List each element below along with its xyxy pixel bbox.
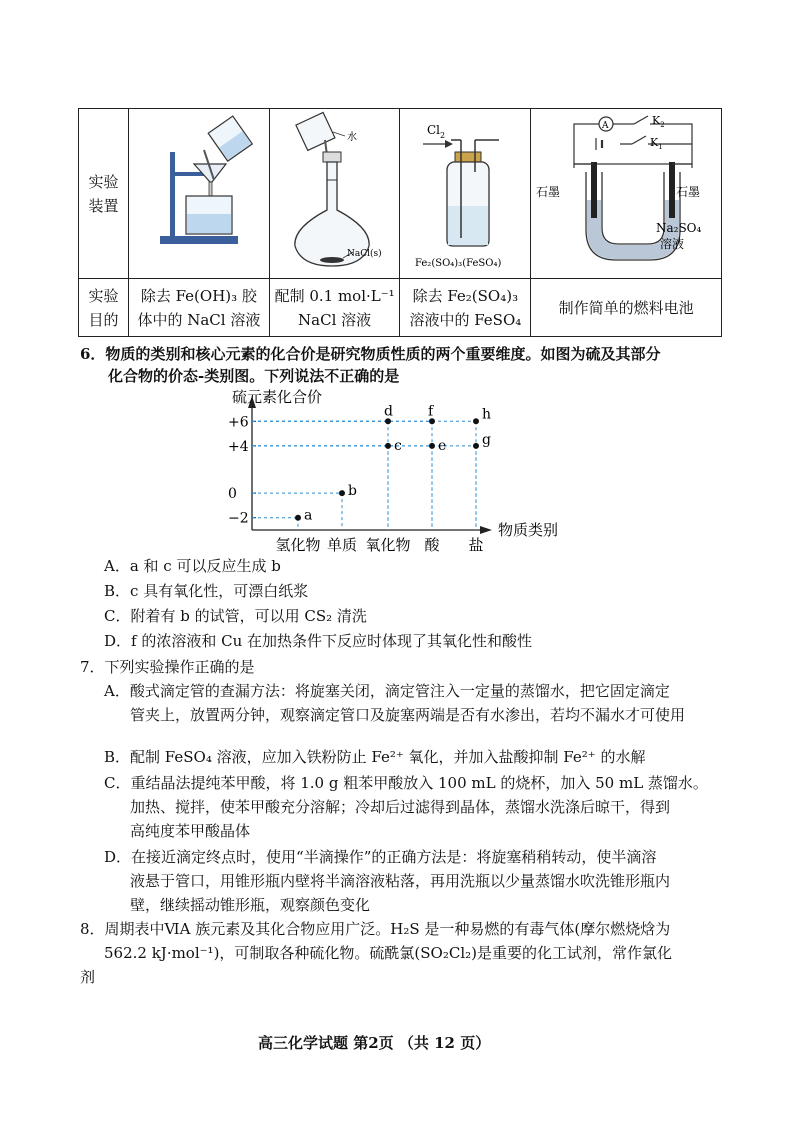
experiment-table bbox=[78, 108, 722, 337]
point-label-d: d bbox=[384, 403, 393, 420]
q6-stem-line-2: 化合物的价态-类别图。下列说法不正确的是 bbox=[108, 367, 400, 385]
q7-option-c-line-1: C．重结晶法提纯苯甲酸，将 1.0 g 粗苯甲酸放入 100 mL 的烧杯，加入 50 mL 蒸馏水。 bbox=[104, 774, 708, 792]
q7-option-d-line-2: 液悬于管口，用锥形瓶内壁将半滴溶液粘落，再用洗瓶以少量蒸馏水吹洗锥形瓶内 bbox=[130, 872, 671, 890]
purpose-b: 配制 0.1 mol·L⁻¹ NaCl 溶液 bbox=[269, 279, 400, 337]
label-k2: $K_2$ bbox=[652, 113, 665, 129]
q7-option-c-line-2: 加热、搅拌，使苯甲酸充分溶解；冷却后过滤得到晶体，蒸馏水洗涤后晾干，得到 bbox=[130, 798, 671, 816]
purpose-a: 除去 Fe(OH)₃ 胶 体中的 NaCl 溶液 bbox=[129, 279, 270, 337]
q7-option-c-line-3: 高纯度苯甲酸晶体 bbox=[130, 822, 251, 840]
category-label: 盐 bbox=[468, 536, 484, 554]
label-solution: Fe₂(SO₄)₃(FeSO₄) bbox=[415, 257, 502, 269]
y-tick-label: 0 bbox=[228, 486, 237, 503]
svg-text:A: A bbox=[602, 120, 609, 131]
purpose-c: 除去 Fe₂(SO₄)₃ 溶液中的 FeSO₄ bbox=[400, 279, 531, 337]
apparatus-c-gas-washing bbox=[400, 109, 531, 279]
label-water: 水 bbox=[346, 131, 357, 143]
y-tick-label: +4 bbox=[228, 438, 249, 455]
point-c bbox=[385, 443, 391, 449]
point-e bbox=[429, 443, 435, 449]
label-solution-d: 溶液 bbox=[660, 236, 685, 251]
category-label: 氢化物 bbox=[275, 536, 321, 554]
label-graphite-left: 石墨 bbox=[536, 184, 561, 199]
label-nacl-solid: NaCl(s) bbox=[346, 248, 382, 259]
point-h bbox=[473, 418, 479, 424]
q7-option-a-line-2: 管夹上，放置两分钟，观察滴定管口及旋塞两端是否有水渗出，若均不漏水才可使用 bbox=[130, 706, 686, 724]
label-cl2: $Cl_2$ bbox=[427, 122, 446, 140]
q6-option-d: D．f 的浓溶液和 Cu 在加热条件下反应时体现了其氧化性和酸性 bbox=[104, 632, 533, 650]
category-label: 酸 bbox=[424, 536, 440, 554]
q6-stem-line-1: 6．物质的类别和核心元素的化合价是研究物质性质的两个重要维度。如图为硫及其部分 bbox=[80, 345, 661, 363]
q6-option-c: C．附着有 b 的试管，可以用 CS₂ 清洗 bbox=[104, 607, 367, 625]
y-tick-label: +6 bbox=[228, 414, 249, 431]
q7-option-d-line-3: 壁，继续摇动锥形瓶，观察颜色变化 bbox=[130, 896, 371, 914]
point-label-c: c bbox=[394, 437, 402, 454]
row-label-purpose: 实验 目的 bbox=[79, 279, 129, 337]
label-na2so4: Na₂SO₄ bbox=[656, 220, 702, 235]
q6-option-a: A．a 和 c 可以反应生成 b bbox=[104, 557, 281, 575]
q7-option-a-line-1: A．酸式滴定管的查漏方法：将旋塞关闭，滴定管注入一定量的蒸馏水，把它固定滴定 bbox=[104, 682, 670, 700]
row-label-apparatus: 实验 装置 bbox=[79, 109, 129, 279]
q6-option-b: B．c 具有氧化性，可漂白纸浆 bbox=[104, 582, 309, 600]
q8-line-2: 562.2 kJ·mol⁻¹)，可制取各种硫化物。硫酰氯(SO₂Cl₂)是重要的化工试剂，常作氯化 bbox=[104, 944, 672, 962]
filtration-apparatus-image bbox=[130, 110, 268, 274]
point-label-g: g bbox=[482, 431, 491, 448]
valence-category-chart bbox=[228, 384, 588, 556]
chart-ylabel: 硫元素化合价 bbox=[232, 388, 323, 406]
point-label-a: a bbox=[304, 507, 313, 524]
point-label-b: b bbox=[348, 483, 357, 500]
category-label: 氧化物 bbox=[365, 536, 411, 554]
apparatus-a-filtration bbox=[129, 109, 270, 279]
point-a bbox=[295, 515, 301, 521]
label-graphite-right: 石墨 bbox=[676, 184, 701, 199]
point-g bbox=[473, 443, 479, 449]
category-label: 单质 bbox=[326, 536, 358, 554]
volumetric-flask-image bbox=[271, 110, 399, 274]
q7-stem: 7．下列实验操作正确的是 bbox=[80, 658, 255, 676]
purpose-d: 制作简单的燃料电池 bbox=[531, 279, 722, 337]
page-footer: 高三化学试题 第2页 （共 12 页） bbox=[258, 1034, 491, 1052]
apparatus-b-volumetric-flask bbox=[269, 109, 400, 279]
label-k1: $K_1$ bbox=[650, 135, 663, 151]
y-tick-label: −2 bbox=[228, 510, 249, 527]
point-b bbox=[339, 490, 345, 496]
q7-option-d-line-1: D．在接近滴定终点时，使用“半滴操作”的正确方法是：将旋塞稍稍转动，使半滴溶 bbox=[104, 848, 657, 866]
point-label-h: h bbox=[482, 406, 492, 423]
chart-xlabel: 物质类别 bbox=[498, 521, 559, 539]
gas-washing-bottle-image bbox=[401, 110, 529, 274]
point-label-f: f bbox=[428, 403, 434, 420]
q7-option-b: B．配制 FeSO₄ 溶液，应加入铁粉防止 Fe²⁺ 氧化，并加入盐酸抑制 Fe²⁺ 的水解 bbox=[104, 748, 646, 766]
fuel-cell-image bbox=[532, 110, 720, 274]
point-label-e: e bbox=[438, 437, 447, 454]
q8-line-3: 剂 bbox=[80, 968, 96, 986]
apparatus-d-fuel-cell bbox=[531, 109, 722, 279]
q8-line-1: 8．周期表中ⅥA 族元素及其化合物应用广泛。H₂S 是一种易燃的有毒气体(摩尔燃烧焓为 bbox=[80, 920, 671, 938]
